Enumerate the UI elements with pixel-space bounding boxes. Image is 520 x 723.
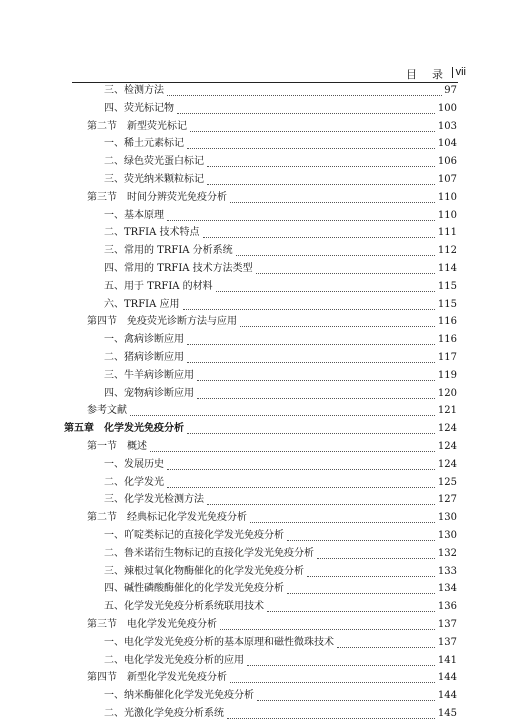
toc-subsection-entry[interactable] — [0, 332, 520, 348]
toc-entry-page-number: 125 — [437, 476, 457, 488]
toc-entry-label: 二、光激化学免疫分析系统 — [104, 708, 224, 719]
toc-subsection-entry[interactable] — [0, 368, 520, 384]
toc-entry-label: 一、纳米酶催化化学发光免疫分析 — [104, 690, 254, 702]
toc-entry-page-number: 124 — [437, 458, 457, 470]
toc-subsection-entry[interactable] — [0, 297, 520, 313]
toc-entry-page-number: 134 — [437, 583, 457, 595]
toc-subsection-entry[interactable] — [0, 581, 520, 597]
toc-entry-label: 第四节 免疫荧光诊断方法与应用 — [87, 316, 237, 328]
toc-subsection-entry[interactable] — [0, 172, 520, 188]
toc-entry-label: 二、绿色荧光蛋白标记 — [104, 156, 204, 168]
toc-entry-label: 第一节 概述 — [87, 441, 147, 452]
toc-entry-page-number: 110 — [437, 209, 457, 221]
toc-subsection-entry[interactable] — [0, 546, 520, 562]
toc-entry-label: 三、辣根过氧化物酶催化的化学发光免疫分析 — [104, 565, 304, 577]
toc-subsection-entry[interactable] — [0, 208, 520, 224]
toc-subsection-entry[interactable] — [0, 154, 520, 170]
toc-entry-label: 二、电化学发光免疫分析的应用 — [104, 654, 244, 666]
toc-entry-page-number: 97 — [444, 85, 457, 96]
toc-entry-label: 第三节 时间分辨荧光免疫分析 — [87, 191, 227, 203]
toc-entry-page-number: 132 — [437, 547, 457, 559]
toc-entry-page-number: 144 — [437, 690, 457, 702]
toc-entry-page-number: 116 — [437, 316, 457, 328]
toc-entry-label: 一、发展历史 — [104, 458, 164, 470]
toc-entry-page-number: 103 — [437, 120, 457, 132]
running-header — [0, 66, 520, 80]
toc-entry-page-number: 124 — [437, 441, 457, 452]
toc-subsection-entry[interactable] — [0, 564, 520, 580]
toc-entry-label: 三、牛羊病诊断应用 — [104, 369, 194, 381]
toc-entry-page-number: 137 — [437, 619, 457, 630]
toc-entry-label: 第二节 新型荧光标记 — [87, 120, 187, 132]
toc-entry-label: 三、检测方法 — [104, 85, 164, 96]
toc-subsection-entry[interactable] — [0, 492, 520, 508]
toc-entry-label: 第二节 经典标记化学发光免疫分析 — [87, 512, 247, 524]
toc-subsection-entry[interactable] — [0, 653, 520, 669]
toc-entry-page-number: 124 — [437, 423, 457, 435]
toc-entry-page-number: 117 — [437, 352, 457, 363]
toc-entry-page-number: 100 — [437, 102, 457, 114]
toc-entry-label: 第五章 化学发光免疫分析 — [64, 423, 184, 435]
toc-entry-page-number: 137 — [437, 636, 457, 648]
toc-entry-page-number: 115 — [437, 298, 457, 310]
toc-entry-page-number: 133 — [437, 565, 457, 577]
toc-entry-label: 三、化学发光检测方法 — [104, 494, 204, 506]
toc-entry-label: 二、化学发光 — [104, 476, 164, 488]
toc-entry-page-number: 136 — [437, 601, 457, 613]
toc-section-entry[interactable] — [0, 403, 520, 419]
toc-entry-page-number: 116 — [437, 334, 457, 346]
toc-entry-page-number: 121 — [437, 405, 457, 417]
toc-section-entry[interactable] — [0, 190, 520, 206]
toc-entry-page-number: 112 — [437, 245, 457, 257]
toc-entry-label: 一、吖啶类标记的直接化学发光免疫分析 — [104, 530, 284, 541]
toc-subsection-entry[interactable] — [0, 528, 520, 544]
toc-subsection-entry[interactable] — [0, 706, 520, 722]
toc-entry-page-number: 120 — [437, 387, 457, 399]
toc-chapter-entry[interactable] — [0, 421, 520, 437]
toc-subsection-entry[interactable] — [0, 475, 520, 491]
toc-entry-label: 五、用于 TRFIA 的材料 — [104, 280, 213, 292]
toc-subsection-entry[interactable] — [0, 101, 520, 117]
toc-section-entry[interactable] — [0, 314, 520, 330]
toc-subsection-entry[interactable] — [0, 225, 520, 241]
toc-entry-label: 一、基本原理 — [104, 209, 164, 221]
toc-entry-label: 五、化学发光免疫分析系统联用技术 — [104, 601, 264, 613]
toc-entry-label: 四、碱性磷酸酶催化的化学发光免疫分析 — [104, 583, 284, 595]
toc-section-entry[interactable] — [0, 617, 520, 633]
toc-subsection-entry[interactable] — [0, 279, 520, 295]
toc-entry-page-number: 130 — [437, 530, 457, 541]
toc-entry-label: 二、猪病诊断应用 — [104, 352, 184, 363]
toc-entry-label: 四、荧光标记物 — [104, 102, 174, 114]
toc-subsection-entry[interactable] — [0, 136, 520, 152]
toc-entry-label: 第四节 新型化学发光免疫分析 — [87, 672, 227, 684]
toc-section-entry[interactable] — [0, 119, 520, 135]
toc-entry-page-number: 144 — [437, 672, 457, 684]
toc-entry-page-number: 115 — [437, 280, 457, 292]
toc-subsection-entry[interactable] — [0, 635, 520, 651]
toc-entry-label: 二、TRFIA 技术特点 — [104, 227, 200, 239]
toc-entry-label: 一、稀土元素标记 — [104, 138, 184, 150]
toc-entry-page-number: 119 — [437, 369, 457, 381]
toc-entry-label: 二、鲁米诺衍生物标记的直接化学发光免疫分析 — [104, 547, 314, 559]
toc-entry-label: 一、电化学发光免疫分析的基本原理和磁性微珠技术 — [104, 636, 334, 648]
toc-entry-page-number: 127 — [437, 494, 457, 506]
toc-entry-label: 一、禽病诊断应用 — [104, 334, 184, 346]
toc-subsection-entry[interactable] — [0, 457, 520, 473]
toc-entry-label: 三、荧光纳米颗粒标记 — [104, 174, 204, 185]
toc-subsection-entry[interactable] — [0, 599, 520, 615]
toc-subsection-entry[interactable] — [0, 261, 520, 277]
toc-entry-page-number: 145 — [437, 708, 457, 719]
header-separator — [452, 67, 453, 78]
toc-entry-label: 六、TRFIA 应用 — [104, 298, 180, 310]
running-header-title: 目 录 — [406, 68, 445, 81]
toc-entry-page-number: 110 — [437, 191, 457, 203]
toc-entry-label: 第三节 电化学发光免疫分析 — [87, 619, 217, 630]
toc-entry-label: 参考文献 — [87, 405, 127, 417]
toc-subsection-entry[interactable] — [0, 243, 520, 259]
toc-subsection-entry[interactable] — [0, 350, 520, 366]
toc-section-entry[interactable] — [0, 510, 520, 526]
toc-entry-label: 三、常用的 TRFIA 分析系统 — [104, 245, 233, 257]
toc-entry-page-number: 107 — [437, 174, 457, 185]
toc-subsection-entry[interactable] — [0, 83, 520, 99]
toc-entry-page-number: 106 — [437, 156, 457, 168]
toc-entry-label: 四、宠物病诊断应用 — [104, 387, 194, 399]
toc-entry-page-number: 130 — [437, 512, 457, 524]
running-header-page-number: vii — [455, 66, 466, 78]
toc-section-entry[interactable] — [0, 439, 520, 455]
toc-entry-page-number: 111 — [437, 227, 457, 239]
toc-section-entry[interactable] — [0, 670, 520, 686]
toc-entry-page-number: 104 — [437, 138, 457, 150]
toc-subsection-entry[interactable] — [0, 386, 520, 402]
toc-subsection-entry[interactable] — [0, 688, 520, 704]
toc-entry-page-number: 141 — [437, 654, 457, 666]
toc-entry-label: 四、常用的 TRFIA 技术方法类型 — [104, 263, 253, 274]
toc-entry-page-number: 114 — [437, 263, 457, 274]
